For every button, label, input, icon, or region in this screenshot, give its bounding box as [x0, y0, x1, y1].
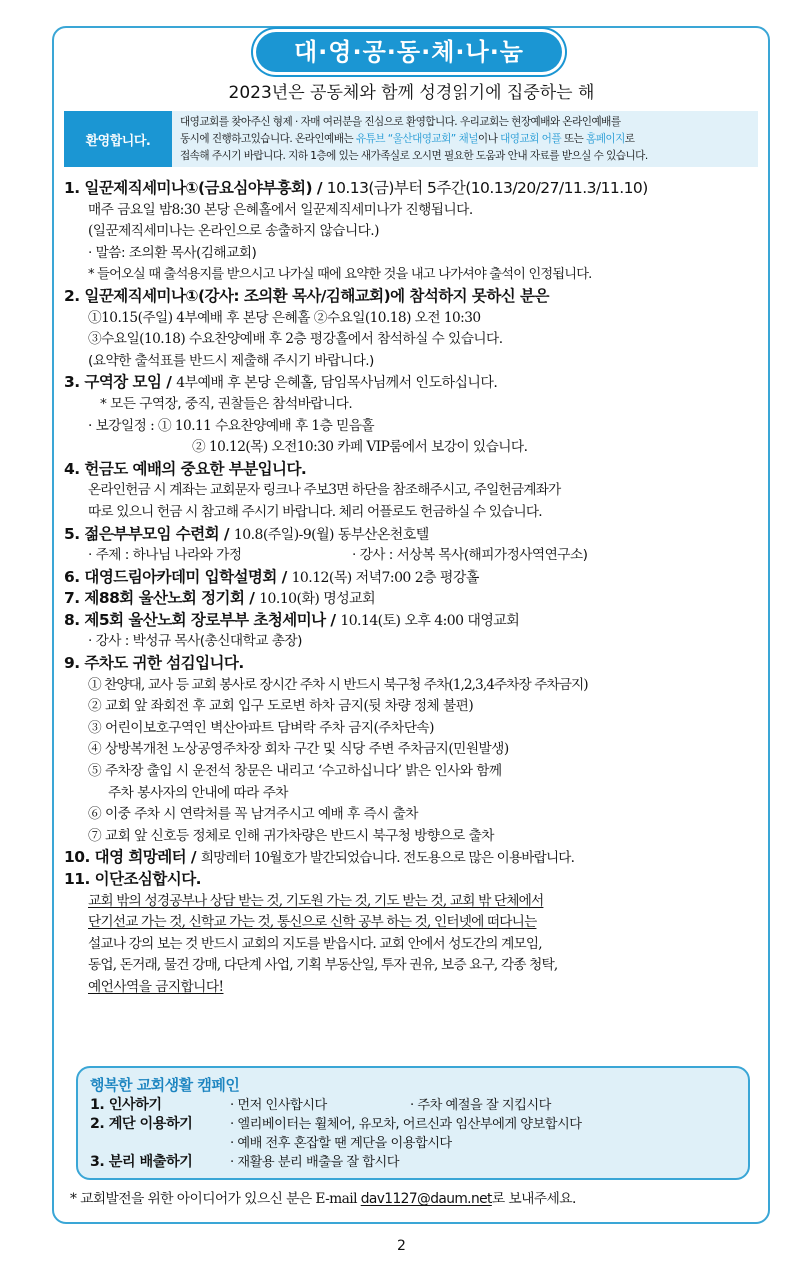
campaign-label: 3. 분리 배출하기 — [90, 1154, 193, 1170]
campaign-row — [90, 1153, 748, 1172]
heading-bold: 11. 이단조심합시다. — [64, 870, 201, 888]
heading-detail: 희망레터 10월호가 발간되었습니다. 전도용으로 많은 이용바랍니다. — [200, 850, 575, 867]
campaign-item: · 주차 예절을 잘 지킵시다 — [410, 1098, 551, 1113]
campaign-label: 2. 계단 이용하기 — [90, 1116, 193, 1132]
announcement-7-heading — [64, 588, 764, 610]
campaign-box — [76, 1066, 750, 1180]
announcement-9-heading — [64, 653, 764, 675]
heading-bold: 7. 제88회 울산노회 정기회 / — [64, 589, 260, 608]
footer-note — [70, 1188, 760, 1210]
welcome-box — [64, 111, 758, 167]
announcement-line: * 모든 구역장, 중직, 권찰들은 참석바랍니다. — [100, 395, 353, 412]
announcement-5-heading — [64, 524, 764, 546]
heading-bold: 1. 일꾼제직세미나①(금요심야부흥회) / — [64, 179, 327, 197]
church-app-link[interactable]: 대영교회 어플 — [500, 133, 562, 145]
heresy-warning-line: 교회 밖의 성경공부나 상담 받는 것, 기도원 가는 것, 기도 받는 것, 교회 밖 단체에서 — [88, 892, 544, 909]
announcement-line: (요약한 출석표를 반드시 제출해 주시기 바랍니다.) — [88, 352, 374, 369]
announcement-line: 매주 금요일 밤8:30 본당 은혜홀에서 일꾼제직세미나가 진행됩니다. — [88, 201, 473, 218]
announcement-10-heading — [64, 847, 764, 869]
welcome-line: 대영교회를 찾아주신 형제 · 자매 여러분을 진심으로 환영합니다. 우리교회는 현장예배와 온라인예배를 — [180, 116, 621, 128]
heading-bold: 9. 주차도 귀한 섬김입니다. — [64, 654, 244, 673]
parking-rule: ① 찬양대, 교사 등 교회 봉사로 장시간 주차 시 반드시 북구청 주차(1,2,3,4주차장 주차금지) — [88, 676, 588, 693]
announcement-4-heading — [64, 459, 764, 481]
heresy-warning-line: 설교나 강의 보는 것 반드시 교회의 지도를 받읍시다. 교회 안에서 성도간의 계모임, — [88, 935, 542, 952]
parking-rule: ⑦ 교회 앞 신호등 정체로 인해 귀가차량은 반드시 북구청 방향으로 출차 — [88, 827, 494, 844]
announcements — [64, 178, 764, 999]
page-number: 2 — [397, 1238, 406, 1254]
welcome-text-span: 로 — [624, 133, 635, 145]
heading-detail: 10.12(목) 저녁7:00 2층 평강홀 — [291, 569, 479, 586]
email-link[interactable]: dav1127@daum.net — [360, 1191, 492, 1207]
heresy-warning-line: 동업, 돈거래, 물건 강매, 다단계 사업, 기획 부동산일, 투자 권유, 보증 요구, 각종 청탁, — [88, 957, 558, 974]
announcement-line — [64, 545, 764, 567]
heresy-warning-line: 단기선교 가는 것, 신학교 가는 것, 통신으로 신학 공부 하는 것, 인터넷에 떠다니는 — [88, 914, 537, 931]
campaign-item: · 먼저 인사합시다 — [230, 1098, 327, 1113]
announcement-line: ①10.15(주일) 4부예배 후 본당 은혜홀 ②수요일(10.18) 오전 10:30 — [88, 309, 481, 326]
campaign-label: 1. 인사하기 — [90, 1097, 162, 1113]
campaign-title: 행복한 교회생활 캠페인 — [90, 1076, 240, 1094]
heading-detail: 10.8(주일)-9(월) 동부산온천호텔 — [233, 526, 429, 543]
announcement-line: ② 10.12(목) 오전10:30 카페 VIP룸에서 보강이 있습니다. — [192, 439, 528, 456]
announcement-line: (일꾼제직세미나는 온라인으로 송출하지 않습니다.) — [88, 223, 379, 240]
announcement-line: ③수요일(10.18) 수요찬양예배 후 2층 평강홀에서 참석하실 수 있습니다. — [88, 331, 503, 348]
heading-detail: 10.14(토) 오후 4:00 대영교회 — [340, 612, 520, 629]
announcement-line: 따로 있으니 헌금 시 참고해 주시기 바랍니다. 체리 어플로도 헌금하실 수 있습니다. — [88, 503, 542, 520]
campaign-item: · 재활용 분리 배출을 잘 합시다 — [230, 1155, 400, 1170]
footer-text: * 교회발전을 위한 아이디어가 있으신 분은 E-mail — [70, 1191, 361, 1207]
heading-bold: 8. 제5회 울산노회 장로부부 초청세미나 / — [64, 610, 341, 629]
speaker-text: · 강사 : 서상복 목사(해피가정사역연구소) — [352, 547, 588, 564]
announcement-8-heading — [64, 610, 764, 632]
welcome-line: 접속해 주시기 바랍니다. 지하 1층에 있는 새가족실로 오시면 필요한 도움과 안내 자료를 받으실 수 있습니다. — [180, 150, 648, 162]
page-title: 대·영·공·동·체·나·눔 — [256, 32, 562, 72]
heading-bold: 2. 일꾼제직세미나①(강사: 조의환 목사/김해교회)에 참석하지 못하신 분은 — [64, 286, 549, 305]
parking-rule: 주차 봉사자의 안내에 따라 주차 — [108, 784, 288, 801]
campaign-item: · 예배 전후 혼잡할 땐 계단을 이용합시다 — [230, 1136, 452, 1151]
announcement-3-heading — [64, 372, 764, 394]
announcement-11-heading — [64, 869, 764, 891]
heading-bold: 4. 헌금도 예배의 중요한 부분입니다. — [64, 459, 307, 478]
parking-rule: ⑥ 이중 주차 시 연락처를 꼭 남겨주시고 예배 후 즉시 출차 — [88, 806, 418, 823]
campaign-label-spacer — [90, 1134, 230, 1153]
heading-detail: 4부예배 후 본당 은혜홀, 담임목사님께서 인도하십니다. — [176, 375, 498, 392]
welcome-text — [172, 111, 758, 167]
heading-detail: 10.13(금)부터 5주간(10.13/20/27/11.3/11.10) — [326, 179, 648, 197]
parking-rule: ④ 상방복개천 노상공영주차장 회차 구간 및 식당 주변 주차금지(민원발생) — [88, 741, 509, 758]
heading-detail: 10.10(화) 명성교회 — [259, 591, 376, 608]
announcement-line: * 들어오실 때 출석용지를 받으시고 나가실 때에 요약한 것을 내고 나가셔야 출석이 인정됩니다. — [88, 267, 592, 283]
campaign-row — [90, 1115, 748, 1134]
heading-bold: 5. 젊은부부모임 수련회 / — [64, 524, 234, 543]
announcement-line: · 말씀: 조의환 목사(김해교회) — [88, 244, 257, 261]
announcement-line: · 강사 : 박성규 목사(총신대학교 총장) — [88, 633, 302, 650]
announcement-1-heading — [64, 178, 764, 200]
announcement-2-heading — [64, 286, 764, 308]
footer-text: 로 보내주세요. — [491, 1191, 576, 1207]
announcement-6-heading — [64, 567, 764, 589]
parking-rule: ⑤ 주차장 출입 시 운전석 창문은 내리고 ‘수고하십니다’ 밝은 인사와 함께 — [88, 763, 502, 780]
welcome-text-span: 동시에 진행하고있습니다. 온라인예배는 — [180, 133, 356, 145]
announcement-line: 온라인헌금 시 계좌는 교회문자 링크나 주보3면 하단을 참조해주시고, 주일헌금계좌가 — [88, 482, 561, 499]
youtube-channel-link[interactable]: 유튜브 “울산대영교회” 채널 — [355, 133, 478, 145]
parking-rule: ② 교회 앞 좌회전 후 교회 입구 도로변 하차 금지(뒷 차량 정체 불편) — [88, 698, 474, 715]
parking-rule: ③ 어린이보호구역인 벽산아파트 담벼락 주차 금지(주차단속) — [88, 719, 434, 736]
announcement-line: · 보강일정 : ① 10.11 수요찬양예배 후 1층 믿음홀 — [88, 417, 375, 434]
campaign-row — [90, 1134, 748, 1153]
welcome-text-span: 또는 — [561, 133, 587, 145]
heading-bold: 10. 대영 희망레터 / — [64, 848, 201, 867]
topic-text: · 주제 : 하나님 나라와 가정 — [88, 547, 242, 564]
campaign-item: · 엘리베이터는 휠체어, 유모차, 어르신과 임산부에게 양보합시다 — [230, 1117, 582, 1132]
heading-bold: 3. 구역장 모임 / — [64, 373, 177, 392]
welcome-line — [180, 131, 752, 148]
heading-bold: 6. 대영드림아카데미 입학설명회 / — [64, 567, 292, 586]
campaign-row — [90, 1096, 748, 1115]
welcome-label: 환영합니다. — [64, 111, 172, 167]
page-subtitle: 2023년은 공동체와 함께 성경읽기에 집중하는 해 — [228, 83, 595, 103]
welcome-text-span: 이나 — [477, 133, 501, 145]
homepage-link[interactable]: 홈페이지 — [586, 133, 625, 145]
heresy-warning-line: 예언사역을 금지합니다! — [88, 978, 224, 995]
